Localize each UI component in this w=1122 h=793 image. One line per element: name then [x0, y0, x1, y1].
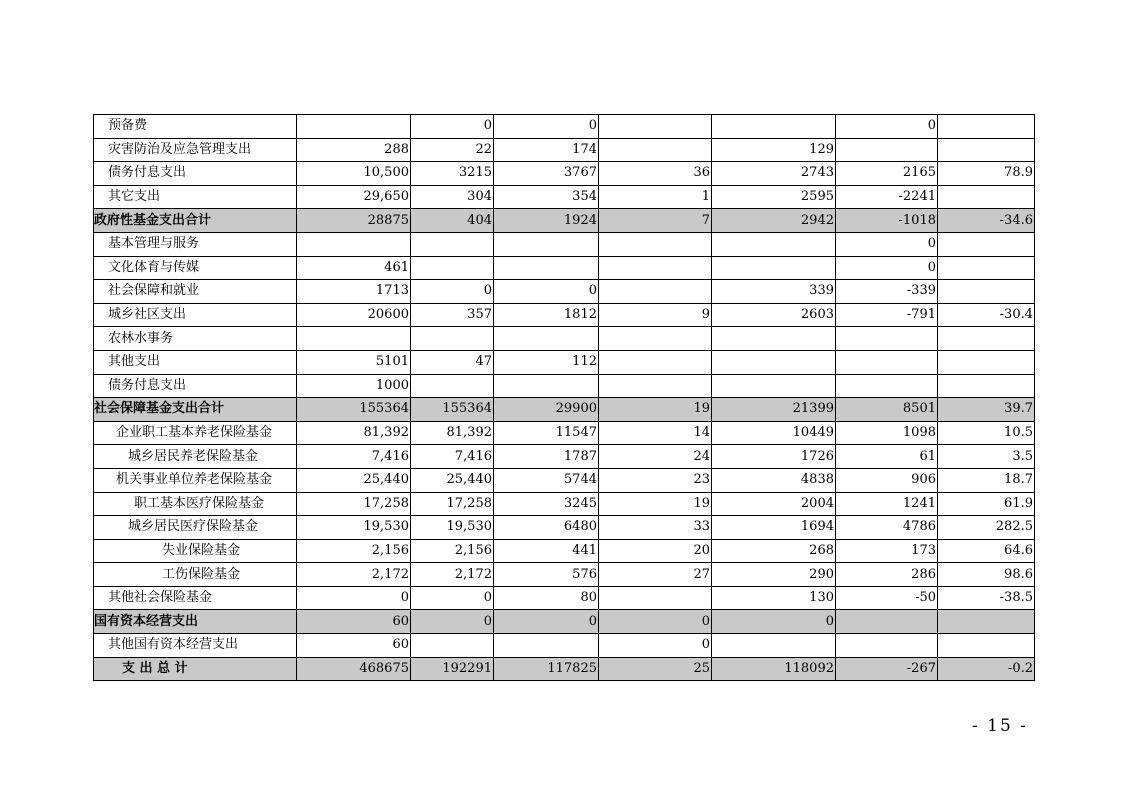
table-row: [94, 303, 1035, 327]
value-cell: [599, 115, 712, 139]
value-cell: 20: [599, 539, 712, 563]
value-cell: 461: [297, 256, 411, 280]
value-cell: 29,650: [297, 185, 411, 209]
value-cell: 1098: [836, 421, 938, 445]
value-cell: 290: [712, 563, 836, 587]
value-cell: 19,530: [297, 516, 411, 540]
value-cell: [938, 374, 1035, 398]
value-cell: 155364: [411, 398, 494, 422]
row-label: 城乡社区支出: [94, 303, 297, 327]
value-cell: 130: [712, 586, 836, 610]
table-row: [94, 162, 1035, 186]
value-cell: [712, 634, 836, 658]
value-cell: 19: [599, 492, 712, 516]
table-body: [94, 115, 1035, 681]
value-cell: 29900: [494, 398, 599, 422]
row-label: 预备费: [94, 115, 297, 139]
row-label: 文化体育与传媒: [94, 256, 297, 280]
value-cell: 0: [411, 280, 494, 304]
table-row: [94, 468, 1035, 492]
value-cell: 9: [599, 303, 712, 327]
row-label: 债务付息支出: [94, 374, 297, 398]
row-label: 支 出 总 计: [94, 657, 297, 681]
value-cell: 288: [297, 138, 411, 162]
table-row-total: [94, 209, 1035, 233]
value-cell: 2595: [712, 185, 836, 209]
value-cell: 0: [836, 256, 938, 280]
row-label: 债务付息支出: [94, 162, 297, 186]
value-cell: [411, 374, 494, 398]
value-cell: 6480: [494, 516, 599, 540]
value-cell: 8501: [836, 398, 938, 422]
value-cell: 0: [494, 115, 599, 139]
value-cell: [938, 115, 1035, 139]
value-cell: [297, 327, 411, 351]
row-label: 城乡居民医疗保险基金: [94, 516, 297, 540]
value-cell: [712, 350, 836, 374]
value-cell: 61.9: [938, 492, 1035, 516]
value-cell: -267: [836, 657, 938, 681]
value-cell: [494, 327, 599, 351]
value-cell: 81,392: [297, 421, 411, 445]
table-row: [94, 634, 1035, 658]
value-cell: [938, 280, 1035, 304]
value-cell: 7,416: [297, 445, 411, 469]
value-cell: 0: [411, 586, 494, 610]
value-cell: 304: [411, 185, 494, 209]
value-cell: 1000: [297, 374, 411, 398]
value-cell: [938, 256, 1035, 280]
value-cell: 0: [599, 634, 712, 658]
row-label: 失业保险基金: [94, 539, 297, 563]
value-cell: 4786: [836, 516, 938, 540]
value-cell: 60: [297, 610, 411, 634]
value-cell: 10,500: [297, 162, 411, 186]
value-cell: 17,258: [297, 492, 411, 516]
value-cell: 33: [599, 516, 712, 540]
value-cell: [938, 185, 1035, 209]
value-cell: 5744: [494, 468, 599, 492]
value-cell: 173: [836, 539, 938, 563]
table-row: [94, 327, 1035, 351]
value-cell: 1: [599, 185, 712, 209]
value-cell: [494, 256, 599, 280]
value-cell: 18.7: [938, 468, 1035, 492]
value-cell: [712, 374, 836, 398]
value-cell: 357: [411, 303, 494, 327]
table-row-total: [94, 657, 1035, 681]
value-cell: -791: [836, 303, 938, 327]
row-label: 农林水事务: [94, 327, 297, 351]
row-label: 政府性基金支出合计: [94, 209, 297, 233]
value-cell: 3215: [411, 162, 494, 186]
row-label: 国有资本经营支出: [94, 610, 297, 634]
value-cell: 1241: [836, 492, 938, 516]
value-cell: 2603: [712, 303, 836, 327]
value-cell: [599, 350, 712, 374]
value-cell: 0: [411, 610, 494, 634]
table-row: [94, 586, 1035, 610]
value-cell: 2165: [836, 162, 938, 186]
value-cell: 155364: [297, 398, 411, 422]
value-cell: 3.5: [938, 445, 1035, 469]
value-cell: 27: [599, 563, 712, 587]
value-cell: 1713: [297, 280, 411, 304]
value-cell: 906: [836, 468, 938, 492]
value-cell: 282.5: [938, 516, 1035, 540]
table-row: [94, 421, 1035, 445]
value-cell: 0: [712, 610, 836, 634]
table-row: [94, 138, 1035, 162]
table-row: [94, 256, 1035, 280]
value-cell: 10.5: [938, 421, 1035, 445]
value-cell: [938, 610, 1035, 634]
value-cell: 7,416: [411, 445, 494, 469]
value-cell: 11547: [494, 421, 599, 445]
page-number: - 15 -: [972, 716, 1028, 736]
value-cell: 10449: [712, 421, 836, 445]
value-cell: 286: [836, 563, 938, 587]
value-cell: [836, 374, 938, 398]
row-label: 机关事业单位养老保险基金: [94, 468, 297, 492]
value-cell: 0: [599, 610, 712, 634]
table-row: [94, 232, 1035, 256]
value-cell: 39.7: [938, 398, 1035, 422]
value-cell: [938, 327, 1035, 351]
row-label: 其他支出: [94, 350, 297, 374]
value-cell: [836, 350, 938, 374]
value-cell: 4838: [712, 468, 836, 492]
value-cell: 1694: [712, 516, 836, 540]
table-row: [94, 539, 1035, 563]
value-cell: [411, 634, 494, 658]
value-cell: 3767: [494, 162, 599, 186]
value-cell: 2,156: [411, 539, 494, 563]
value-cell: 25,440: [297, 468, 411, 492]
value-cell: [938, 232, 1035, 256]
row-label: 企业职工基本养老保险基金: [94, 421, 297, 445]
table-row: [94, 563, 1035, 587]
table-row: [94, 115, 1035, 139]
value-cell: 1924: [494, 209, 599, 233]
value-cell: [836, 610, 938, 634]
value-cell: 0: [836, 232, 938, 256]
value-cell: 81,392: [411, 421, 494, 445]
value-cell: [712, 256, 836, 280]
value-cell: 19: [599, 398, 712, 422]
value-cell: 0: [494, 280, 599, 304]
value-cell: 404: [411, 209, 494, 233]
value-cell: 0: [411, 115, 494, 139]
table-row: [94, 516, 1035, 540]
value-cell: 14: [599, 421, 712, 445]
value-cell: 24: [599, 445, 712, 469]
value-cell: [938, 634, 1035, 658]
value-cell: 21399: [712, 398, 836, 422]
table-row-total: [94, 398, 1035, 422]
value-cell: 98.6: [938, 563, 1035, 587]
table-row: [94, 492, 1035, 516]
value-cell: 2,156: [297, 539, 411, 563]
value-cell: 64.6: [938, 539, 1035, 563]
value-cell: [297, 115, 411, 139]
value-cell: 1812: [494, 303, 599, 327]
value-cell: [938, 350, 1035, 374]
value-cell: -339: [836, 280, 938, 304]
table-row: [94, 445, 1035, 469]
value-cell: [494, 374, 599, 398]
row-label: 城乡居民养老保险基金: [94, 445, 297, 469]
value-cell: [836, 327, 938, 351]
value-cell: 19,530: [411, 516, 494, 540]
value-cell: [411, 327, 494, 351]
value-cell: 354: [494, 185, 599, 209]
value-cell: 3245: [494, 492, 599, 516]
row-label: 工伤保险基金: [94, 563, 297, 587]
value-cell: 129: [712, 138, 836, 162]
value-cell: [599, 232, 712, 256]
value-cell: -50: [836, 586, 938, 610]
table-row: [94, 374, 1035, 398]
row-label: 社会保障基金支出合计: [94, 398, 297, 422]
value-cell: 5101: [297, 350, 411, 374]
row-label: 基本管理与服务: [94, 232, 297, 256]
value-cell: 268: [712, 539, 836, 563]
value-cell: -0.2: [938, 657, 1035, 681]
value-cell: 36: [599, 162, 712, 186]
table-row: [94, 185, 1035, 209]
value-cell: 117825: [494, 657, 599, 681]
row-label: 灾害防治及应急管理支出: [94, 138, 297, 162]
value-cell: 174: [494, 138, 599, 162]
value-cell: 339: [712, 280, 836, 304]
value-cell: [599, 586, 712, 610]
value-cell: 28875: [297, 209, 411, 233]
row-label: 社会保障和就业: [94, 280, 297, 304]
value-cell: [494, 634, 599, 658]
value-cell: 441: [494, 539, 599, 563]
value-cell: [836, 634, 938, 658]
value-cell: [411, 232, 494, 256]
value-cell: 1726: [712, 445, 836, 469]
value-cell: 2004: [712, 492, 836, 516]
value-cell: 1787: [494, 445, 599, 469]
value-cell: 22: [411, 138, 494, 162]
value-cell: -30.4: [938, 303, 1035, 327]
table-row: [94, 350, 1035, 374]
value-cell: 47: [411, 350, 494, 374]
value-cell: 2,172: [411, 563, 494, 587]
value-cell: [411, 256, 494, 280]
value-cell: [494, 232, 599, 256]
value-cell: 468675: [297, 657, 411, 681]
value-cell: 17,258: [411, 492, 494, 516]
value-cell: [599, 327, 712, 351]
value-cell: 78.9: [938, 162, 1035, 186]
value-cell: [297, 232, 411, 256]
value-cell: -1018: [836, 209, 938, 233]
value-cell: 112: [494, 350, 599, 374]
value-cell: [599, 280, 712, 304]
value-cell: 25: [599, 657, 712, 681]
value-cell: 7: [599, 209, 712, 233]
value-cell: 80: [494, 586, 599, 610]
value-cell: [712, 115, 836, 139]
table-row: [94, 280, 1035, 304]
value-cell: [712, 327, 836, 351]
value-cell: [836, 138, 938, 162]
value-cell: -38.5: [938, 586, 1035, 610]
value-cell: 60: [297, 634, 411, 658]
value-cell: 0: [494, 610, 599, 634]
budget-table: [93, 114, 1035, 681]
row-label: 其他社会保险基金: [94, 586, 297, 610]
value-cell: 25,440: [411, 468, 494, 492]
value-cell: -2241: [836, 185, 938, 209]
row-label: 其他国有资本经营支出: [94, 634, 297, 658]
value-cell: [599, 374, 712, 398]
value-cell: 2,172: [297, 563, 411, 587]
value-cell: 2942: [712, 209, 836, 233]
value-cell: 2743: [712, 162, 836, 186]
value-cell: 23: [599, 468, 712, 492]
value-cell: -34.6: [938, 209, 1035, 233]
table-row-total: [94, 610, 1035, 634]
value-cell: [599, 256, 712, 280]
value-cell: 576: [494, 563, 599, 587]
row-label: 其它支出: [94, 185, 297, 209]
row-label: 职工基本医疗保险基金: [94, 492, 297, 516]
value-cell: 118092: [712, 657, 836, 681]
value-cell: [599, 138, 712, 162]
value-cell: 0: [297, 586, 411, 610]
value-cell: 0: [836, 115, 938, 139]
value-cell: 61: [836, 445, 938, 469]
value-cell: 20600: [297, 303, 411, 327]
value-cell: [938, 138, 1035, 162]
value-cell: 192291: [411, 657, 494, 681]
value-cell: [712, 232, 836, 256]
